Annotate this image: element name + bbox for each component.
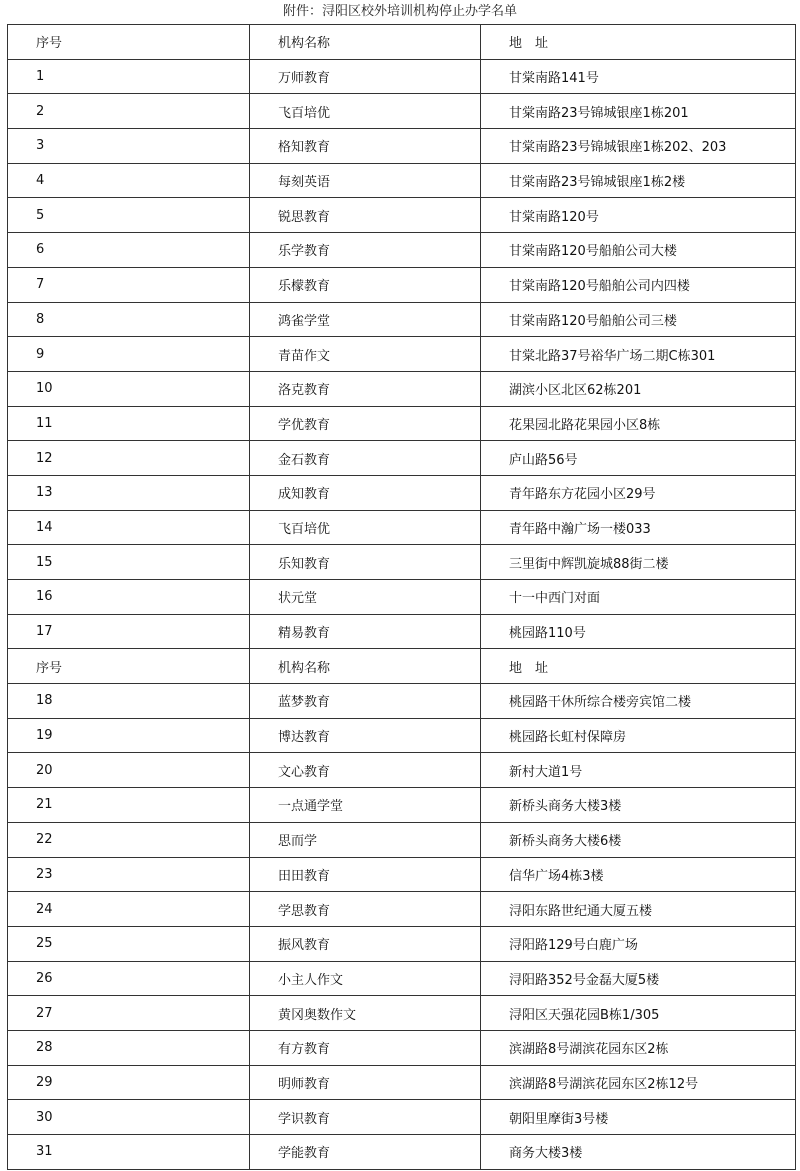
cell-no: 19 (8, 718, 250, 753)
cell-address: 甘棠南路23号锦城银座1栋2楼 (481, 163, 796, 198)
cell-address: 青年路东方花园小区29号 (481, 475, 796, 510)
cell-no: 16 (8, 580, 250, 615)
table-row (8, 302, 796, 337)
table-row (8, 788, 796, 823)
cell-name: 学识教育 (250, 1100, 481, 1135)
cell-name: 文心教育 (250, 753, 481, 788)
table-row (8, 857, 796, 892)
cell-no: 13 (8, 475, 250, 510)
cell-name: 学能教育 (250, 1135, 481, 1170)
table-row (8, 614, 796, 649)
cell-no: 24 (8, 892, 250, 927)
cell-no: 25 (8, 926, 250, 961)
cell-address: 商务大楼3楼 (481, 1135, 796, 1170)
table-row (8, 926, 796, 961)
cell-no: 22 (8, 822, 250, 857)
cell-no: 18 (8, 684, 250, 719)
table-header-row (8, 25, 796, 60)
cell-address: 庐山路56号 (481, 441, 796, 476)
cell-name: 锐思教育 (250, 198, 481, 233)
cell-no: 29 (8, 1065, 250, 1100)
cell-name: 有方教育 (250, 1030, 481, 1065)
table-row (8, 580, 796, 615)
cell-name: 洛克教育 (250, 371, 481, 406)
cell-address: 十一中西门对面 (481, 580, 796, 615)
cell-address: 浔阳路352号金磊大厦5楼 (481, 961, 796, 996)
table-row (8, 822, 796, 857)
cell-no: 8 (8, 302, 250, 337)
cell-name: 状元堂 (250, 580, 481, 615)
cell-no: 15 (8, 545, 250, 580)
table-row (8, 718, 796, 753)
table-row (8, 406, 796, 441)
cell-no: 12 (8, 441, 250, 476)
cell-name: 万师教育 (250, 59, 481, 94)
cell-name: 机构名称 (250, 649, 481, 684)
cell-address: 浔阳东路世纪通大厦五楼 (481, 892, 796, 927)
cell-name: 学优教育 (250, 406, 481, 441)
table-row (8, 475, 796, 510)
cell-name: 田田教育 (250, 857, 481, 892)
table-row (8, 198, 796, 233)
cell-address: 桃园路110号 (481, 614, 796, 649)
table-row (8, 441, 796, 476)
table-row (8, 684, 796, 719)
cell-address: 滨湖路8号湖滨花园东区2栋 (481, 1030, 796, 1065)
header-no: 序号 (8, 25, 250, 60)
cell-name: 博达教育 (250, 718, 481, 753)
cell-address: 浔阳区天强花园B栋1/305 (481, 996, 796, 1031)
cell-no: 7 (8, 267, 250, 302)
cell-name: 格知教育 (250, 129, 481, 164)
cell-name: 青苗作文 (250, 337, 481, 372)
cell-address: 甘棠南路141号 (481, 59, 796, 94)
cell-no: 28 (8, 1030, 250, 1065)
table-row (8, 649, 796, 684)
cell-address: 桃园路长虹村保障房 (481, 718, 796, 753)
cell-address: 桃园路干休所综合楼旁宾馆二楼 (481, 684, 796, 719)
cell-name: 小主人作文 (250, 961, 481, 996)
institution-table (7, 24, 796, 1170)
cell-address: 甘棠北路37号裕华广场二期C栋301 (481, 337, 796, 372)
cell-address: 甘棠南路120号船舶公司内四楼 (481, 267, 796, 302)
cell-address: 甘棠南路120号船舶公司大楼 (481, 233, 796, 268)
cell-no: 4 (8, 163, 250, 198)
cell-no: 11 (8, 406, 250, 441)
table-row (8, 996, 796, 1031)
table-row (8, 1065, 796, 1100)
table-row (8, 371, 796, 406)
cell-address: 甘棠南路23号锦城银座1栋202、203 (481, 129, 796, 164)
table-row (8, 1100, 796, 1135)
cell-address: 青年路中瀚广场一楼033 (481, 510, 796, 545)
cell-no: 5 (8, 198, 250, 233)
cell-name: 乐学教育 (250, 233, 481, 268)
cell-name: 飞百培优 (250, 94, 481, 129)
table-row (8, 233, 796, 268)
cell-no: 9 (8, 337, 250, 372)
cell-address: 信华广场4栋3楼 (481, 857, 796, 892)
cell-address: 新村大道1号 (481, 753, 796, 788)
table-row (8, 1135, 796, 1170)
cell-no: 31 (8, 1135, 250, 1170)
cell-no: 10 (8, 371, 250, 406)
cell-no: 27 (8, 996, 250, 1031)
cell-address: 新桥头商务大楼3楼 (481, 788, 796, 823)
cell-address: 甘棠南路120号 (481, 198, 796, 233)
cell-no: 3 (8, 129, 250, 164)
cell-address: 新桥头商务大楼6楼 (481, 822, 796, 857)
cell-no: 30 (8, 1100, 250, 1135)
cell-name: 黄冈奥数作文 (250, 996, 481, 1031)
table-row (8, 545, 796, 580)
cell-name: 学思教育 (250, 892, 481, 927)
cell-address: 甘棠南路23号锦城银座1栋201 (481, 94, 796, 129)
cell-name: 思而学 (250, 822, 481, 857)
cell-no: 1 (8, 59, 250, 94)
cell-name: 乐檬教育 (250, 267, 481, 302)
header-address: 地 址 (481, 25, 796, 60)
cell-name: 鸿雀学堂 (250, 302, 481, 337)
table-row (8, 337, 796, 372)
cell-no: 20 (8, 753, 250, 788)
cell-name: 每刻英语 (250, 163, 481, 198)
cell-name: 一点通学堂 (250, 788, 481, 823)
cell-name: 飞百培优 (250, 510, 481, 545)
cell-no: 6 (8, 233, 250, 268)
cell-no: 14 (8, 510, 250, 545)
cell-address: 地 址 (481, 649, 796, 684)
table-row (8, 1030, 796, 1065)
table-row (8, 267, 796, 302)
cell-name: 振风教育 (250, 926, 481, 961)
cell-name: 乐知教育 (250, 545, 481, 580)
header-name: 机构名称 (250, 25, 481, 60)
table-row (8, 94, 796, 129)
table-row (8, 892, 796, 927)
table-row (8, 129, 796, 164)
cell-address: 滨湖路8号湖滨花园东区2栋12号 (481, 1065, 796, 1100)
cell-address: 三里街中辉凯旋城88街二楼 (481, 545, 796, 580)
page-title: 附件：浔阳区校外培训机构停止办学名单 (282, 4, 517, 19)
cell-no: 序号 (8, 649, 250, 684)
cell-name: 蓝梦教育 (250, 684, 481, 719)
cell-no: 21 (8, 788, 250, 823)
table-row (8, 961, 796, 996)
cell-no: 23 (8, 857, 250, 892)
cell-address: 朝阳里摩街3号楼 (481, 1100, 796, 1135)
cell-no: 2 (8, 94, 250, 129)
table-row (8, 753, 796, 788)
table-row (8, 59, 796, 94)
cell-no: 17 (8, 614, 250, 649)
cell-name: 金石教育 (250, 441, 481, 476)
cell-address: 湖滨小区北区62栋201 (481, 371, 796, 406)
table-row (8, 163, 796, 198)
cell-address: 花果园北路花果园小区8栋 (481, 406, 796, 441)
cell-name: 精易教育 (250, 614, 481, 649)
table-row (8, 510, 796, 545)
cell-address: 甘棠南路120号船舶公司三楼 (481, 302, 796, 337)
cell-no: 26 (8, 961, 250, 996)
cell-name: 成知教育 (250, 475, 481, 510)
cell-name: 明师教育 (250, 1065, 481, 1100)
cell-address: 浔阳路129号白鹿广场 (481, 926, 796, 961)
